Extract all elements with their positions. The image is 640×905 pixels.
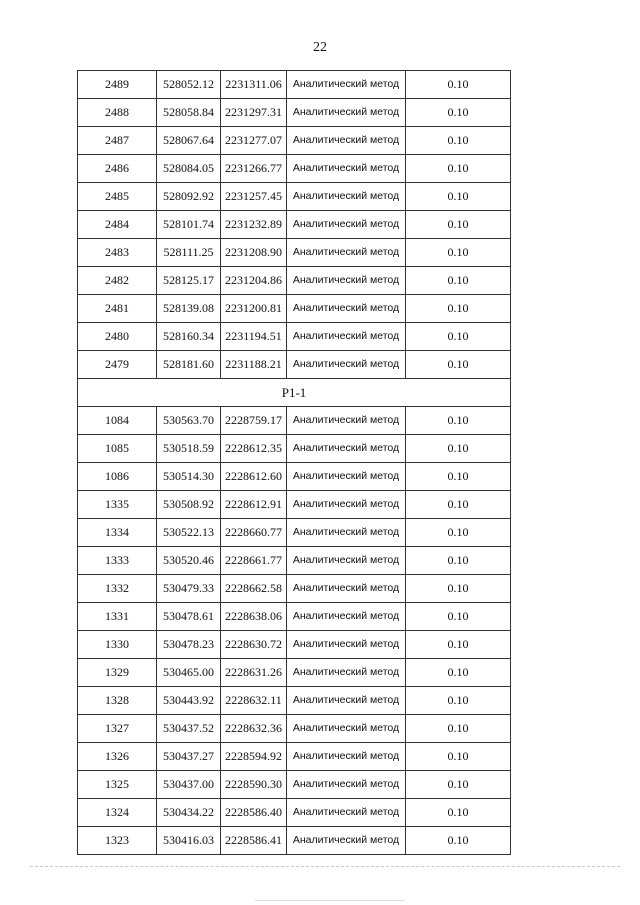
x-coordinate-cell: 528111.25	[157, 239, 221, 267]
x-coordinate-cell: 528181.60	[157, 351, 221, 379]
y-coordinate-cell: 2228630.72	[221, 631, 287, 659]
method-cell: Аналитический метод	[287, 239, 406, 267]
point-id-cell: 1324	[78, 799, 157, 827]
table-row	[78, 71, 511, 99]
x-coordinate-cell: 530478.61	[157, 603, 221, 631]
x-coordinate-cell: 530518.59	[157, 435, 221, 463]
accuracy-cell: 0.10	[406, 267, 511, 295]
point-id-cell: 2484	[78, 211, 157, 239]
table-row	[78, 295, 511, 323]
accuracy-cell: 0.10	[406, 659, 511, 687]
method-cell: Аналитический метод	[287, 71, 406, 99]
y-coordinate-cell: 2231297.31	[221, 99, 287, 127]
table-row	[78, 519, 511, 547]
method-cell: Аналитический метод	[287, 435, 406, 463]
point-id-cell: 1084	[78, 407, 157, 435]
y-coordinate-cell: 2231194.51	[221, 323, 287, 351]
point-id-cell: 1327	[78, 715, 157, 743]
method-cell: Аналитический метод	[287, 687, 406, 715]
x-coordinate-cell: 528125.17	[157, 267, 221, 295]
table-row	[78, 407, 511, 435]
method-cell: Аналитический метод	[287, 631, 406, 659]
accuracy-cell: 0.10	[406, 183, 511, 211]
method-cell: Аналитический метод	[287, 267, 406, 295]
method-cell: Аналитический метод	[287, 799, 406, 827]
method-cell: Аналитический метод	[287, 351, 406, 379]
method-cell: Аналитический метод	[287, 715, 406, 743]
point-id-cell: 1331	[78, 603, 157, 631]
method-cell: Аналитический метод	[287, 603, 406, 631]
accuracy-cell: 0.10	[406, 743, 511, 771]
method-cell: Аналитический метод	[287, 295, 406, 323]
section-label: Р1-1	[78, 379, 511, 407]
table-row	[78, 827, 511, 855]
x-coordinate-cell: 530437.27	[157, 743, 221, 771]
point-id-cell: 1328	[78, 687, 157, 715]
accuracy-cell: 0.10	[406, 603, 511, 631]
accuracy-cell: 0.10	[406, 155, 511, 183]
y-coordinate-cell: 2228586.40	[221, 799, 287, 827]
point-id-cell: 1332	[78, 575, 157, 603]
y-coordinate-cell: 2231204.86	[221, 267, 287, 295]
table-row	[78, 155, 511, 183]
table-row	[78, 547, 511, 575]
method-cell: Аналитический метод	[287, 99, 406, 127]
point-id-cell: 2486	[78, 155, 157, 183]
x-coordinate-cell: 530416.03	[157, 827, 221, 855]
y-coordinate-cell: 2228662.58	[221, 575, 287, 603]
y-coordinate-cell: 2228660.77	[221, 519, 287, 547]
table-row	[78, 127, 511, 155]
y-coordinate-cell: 2228612.35	[221, 435, 287, 463]
x-coordinate-cell: 530465.00	[157, 659, 221, 687]
method-cell: Аналитический метод	[287, 575, 406, 603]
accuracy-cell: 0.10	[406, 771, 511, 799]
y-coordinate-cell: 2231200.81	[221, 295, 287, 323]
x-coordinate-cell: 530520.46	[157, 547, 221, 575]
point-id-cell: 2489	[78, 71, 157, 99]
table-row	[78, 211, 511, 239]
accuracy-cell: 0.10	[406, 211, 511, 239]
accuracy-cell: 0.10	[406, 435, 511, 463]
method-cell: Аналитический метод	[287, 407, 406, 435]
accuracy-cell: 0.10	[406, 127, 511, 155]
table-row	[78, 575, 511, 603]
table-row	[78, 715, 511, 743]
method-cell: Аналитический метод	[287, 211, 406, 239]
table-row	[78, 659, 511, 687]
y-coordinate-cell: 2228661.77	[221, 547, 287, 575]
point-id-cell: 1329	[78, 659, 157, 687]
method-cell: Аналитический метод	[287, 743, 406, 771]
accuracy-cell: 0.10	[406, 827, 511, 855]
accuracy-cell: 0.10	[406, 715, 511, 743]
table-row	[78, 687, 511, 715]
point-id-cell: 1325	[78, 771, 157, 799]
x-coordinate-cell: 528092.92	[157, 183, 221, 211]
y-coordinate-cell: 2228590.30	[221, 771, 287, 799]
y-coordinate-cell: 2228586.41	[221, 827, 287, 855]
method-cell: Аналитический метод	[287, 491, 406, 519]
point-id-cell: 2480	[78, 323, 157, 351]
table-row	[78, 99, 511, 127]
table-row	[78, 351, 511, 379]
point-id-cell: 2488	[78, 99, 157, 127]
table-row	[78, 323, 511, 351]
page-number: 22	[313, 40, 327, 55]
y-coordinate-cell: 2231232.89	[221, 211, 287, 239]
x-coordinate-cell: 528058.84	[157, 99, 221, 127]
method-cell: Аналитический метод	[287, 827, 406, 855]
point-id-cell: 2483	[78, 239, 157, 267]
x-coordinate-cell: 530522.13	[157, 519, 221, 547]
x-coordinate-cell: 530508.92	[157, 491, 221, 519]
method-cell: Аналитический метод	[287, 155, 406, 183]
x-coordinate-cell: 528084.05	[157, 155, 221, 183]
x-coordinate-cell: 530434.22	[157, 799, 221, 827]
point-id-cell: 1333	[78, 547, 157, 575]
x-coordinate-cell: 530514.30	[157, 463, 221, 491]
accuracy-cell: 0.10	[406, 547, 511, 575]
y-coordinate-cell: 2228612.91	[221, 491, 287, 519]
accuracy-cell: 0.10	[406, 351, 511, 379]
table-row	[78, 463, 511, 491]
accuracy-cell: 0.10	[406, 519, 511, 547]
coordinates-table	[77, 70, 511, 855]
method-cell: Аналитический метод	[287, 519, 406, 547]
accuracy-cell: 0.10	[406, 491, 511, 519]
x-coordinate-cell: 530478.23	[157, 631, 221, 659]
y-coordinate-cell: 2231266.77	[221, 155, 287, 183]
point-id-cell: 2479	[78, 351, 157, 379]
x-coordinate-cell: 530437.52	[157, 715, 221, 743]
y-coordinate-cell: 2231188.21	[221, 351, 287, 379]
y-coordinate-cell: 2228632.11	[221, 687, 287, 715]
method-cell: Аналитический метод	[287, 463, 406, 491]
accuracy-cell: 0.10	[406, 295, 511, 323]
y-coordinate-cell: 2228632.36	[221, 715, 287, 743]
point-id-cell: 1326	[78, 743, 157, 771]
accuracy-cell: 0.10	[406, 687, 511, 715]
method-cell: Аналитический метод	[287, 127, 406, 155]
x-coordinate-cell: 530563.70	[157, 407, 221, 435]
y-coordinate-cell: 2228612.60	[221, 463, 287, 491]
coordinates-table-wrapper	[77, 70, 510, 855]
x-coordinate-cell: 530437.00	[157, 771, 221, 799]
point-id-cell: 1085	[78, 435, 157, 463]
point-id-cell: 2487	[78, 127, 157, 155]
point-id-cell: 2481	[78, 295, 157, 323]
method-cell: Аналитический метод	[287, 323, 406, 351]
y-coordinate-cell: 2231311.06	[221, 71, 287, 99]
table-row	[78, 799, 511, 827]
point-id-cell: 1323	[78, 827, 157, 855]
x-coordinate-cell: 528067.64	[157, 127, 221, 155]
point-id-cell: 2482	[78, 267, 157, 295]
table-row	[78, 267, 511, 295]
point-id-cell: 2485	[78, 183, 157, 211]
section-header-row	[78, 379, 511, 407]
y-coordinate-cell: 2231277.07	[221, 127, 287, 155]
method-cell: Аналитический метод	[287, 659, 406, 687]
table-row	[78, 631, 511, 659]
x-coordinate-cell: 528139.08	[157, 295, 221, 323]
coordinates-table-body	[78, 71, 511, 855]
y-coordinate-cell: 2231208.90	[221, 239, 287, 267]
table-row	[78, 491, 511, 519]
accuracy-cell: 0.10	[406, 575, 511, 603]
x-coordinate-cell: 530443.92	[157, 687, 221, 715]
accuracy-cell: 0.10	[406, 631, 511, 659]
accuracy-cell: 0.10	[406, 323, 511, 351]
method-cell: Аналитический метод	[287, 183, 406, 211]
table-row	[78, 743, 511, 771]
accuracy-cell: 0.10	[406, 463, 511, 491]
x-coordinate-cell: 528052.12	[157, 71, 221, 99]
table-row	[78, 183, 511, 211]
table-row	[78, 239, 511, 267]
accuracy-cell: 0.10	[406, 799, 511, 827]
point-id-cell: 1086	[78, 463, 157, 491]
point-id-cell: 1335	[78, 491, 157, 519]
y-coordinate-cell: 2228638.06	[221, 603, 287, 631]
method-cell: Аналитический метод	[287, 547, 406, 575]
footer-bottom-line	[255, 900, 405, 901]
x-coordinate-cell: 528160.34	[157, 323, 221, 351]
table-row	[78, 771, 511, 799]
point-id-cell: 1330	[78, 631, 157, 659]
y-coordinate-cell: 2231257.45	[221, 183, 287, 211]
footer-dashed-line	[30, 866, 620, 867]
x-coordinate-cell: 528101.74	[157, 211, 221, 239]
y-coordinate-cell: 2228759.17	[221, 407, 287, 435]
table-row	[78, 435, 511, 463]
accuracy-cell: 0.10	[406, 71, 511, 99]
method-cell: Аналитический метод	[287, 771, 406, 799]
accuracy-cell: 0.10	[406, 99, 511, 127]
x-coordinate-cell: 530479.33	[157, 575, 221, 603]
y-coordinate-cell: 2228594.92	[221, 743, 287, 771]
table-row	[78, 603, 511, 631]
point-id-cell: 1334	[78, 519, 157, 547]
accuracy-cell: 0.10	[406, 407, 511, 435]
y-coordinate-cell: 2228631.26	[221, 659, 287, 687]
accuracy-cell: 0.10	[406, 239, 511, 267]
